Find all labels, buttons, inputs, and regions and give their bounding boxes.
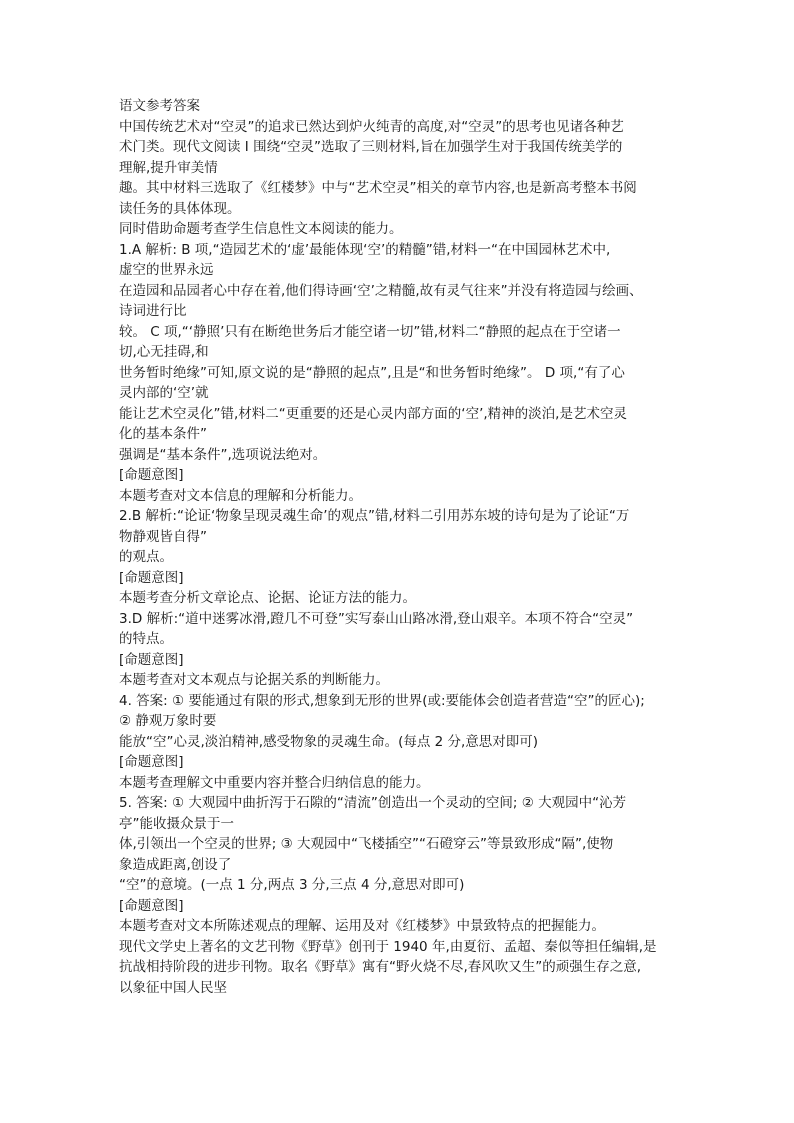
document-line: 化的基本条件” [119,426,207,442]
document-line: [命题意图] [119,569,184,586]
document-line: 抗战相持阶段的进步刊物。取名《野草》寓有“野火烧不尽,春风吹又生”的顽强生存之意, [119,959,642,975]
document-line: 较。 C 项,“‘静照’只有在断绝世务后才能空诸一切”错,材料二“静照的起点在于空诸一 [119,323,621,340]
document-line: 语文参考答案 [119,98,200,114]
document-line: ② 静观万象时要 [119,713,217,729]
document-line: 以象征中国人民坚 [119,979,227,996]
document-line: 同时借助命题考查学生信息性文本阅读的能力。 [119,221,403,237]
document-line: 本题考查对文本观点与论据关系的判断能力。 [119,672,389,688]
document-line: 现代文学史上著名的文艺刊物《野草》创刊于 1940 年,由夏衍、孟超、秦似等担任编辑,是 [119,938,657,955]
document-line: 体,引领出一个空灵的世界; ③ 大观园中“飞楼插空”“石磴穿云”等景致形成“隔”,使物 [119,836,614,852]
document-line: 术门类。现代文阅读 Ⅰ 围绕“空灵”选取了三则材料,旨在加强学生对于我国传统美学的 [119,139,623,155]
document-line: 强调是“基本条件”,选项说法绝对。 [119,446,327,463]
document-line: [命题意图] [119,467,184,483]
answer-document [119,96,694,998]
document-line: 5. 答案: ① 大观园中曲折泻于石隙的“清流”创造出一个灵动的空间; ② 大观园中“沁芳 [119,795,627,811]
document-line: 诗词进行比 [119,303,187,319]
document-line: 本题考查对文本信息的理解和分析能力。 [119,487,362,504]
document-line: [命题意图] [119,897,184,914]
document-line: 世务暂时绝缘”可知,原文说的是“静照的起点”,且是“和世务暂时绝缘”。 D 项,“有了心 [119,364,625,381]
document-line: 的观点。 [119,549,173,565]
document-line: 切,心无挂碍,和 [119,344,209,360]
document-line: 能放“空”心灵,淡泊精神,感受物象的灵魂生命。(每点 2 分,意思对即可) [119,733,539,750]
document-line: 亭”能收摄众景于一 [119,815,234,832]
document-line: 在造园和品园者心中存在着,他们得诗画‘空’之精髓,故有灵气往来”并没有将造园与绘画、 [119,282,643,299]
document-line: 本题考查对文本所陈述观点的理解、运用及对《红楼梦》中景致特点的把握能力。 [119,918,605,934]
document-line: 3.D 解析:“道中迷雾冰滑,蹬几不可登”实写泰山山路冰滑,登山艰辛。本项不符合“空灵” [119,610,634,627]
document-line: 象造成距离,创设了 [119,856,232,873]
document-line: 虚空的世界永远 [119,262,214,278]
document-line: 理解,提升审美情 [119,159,218,176]
document-line: 本题考查分析文章论点、论据、论证方法的能力。 [119,590,416,606]
document-line: 中国传统艺术对“空灵”的追求已然达到炉火纯青的高度,对“空灵”的思考也见诸各种艺 [119,118,624,135]
document-line: [命题意图] [119,754,184,770]
document-line: 灵内部的‘空’就 [119,385,209,401]
document-line: 1.A 解析: B 项,“造园艺术的‘虚’最能体现‘空’的精髓”错,材料一“在中国园林艺术中, [119,241,611,258]
document-line: 能让艺术空灵化”错,材料二“更重要的还是心灵内部方面的‘空’,精神的淡泊,是艺术空灵 [119,405,627,422]
document-line: 读任务的具体体现。 [119,200,241,217]
document-line: “空”的意境。(一点 1 分,两点 3 分,三点 4 分,意思对即可) [119,877,465,893]
document-line: 2.B 解析:“论证‘物象呈现灵魂生命’的观点”错,材料二引用苏东坡的诗句是为了论证“万 [119,508,630,524]
document-line: [命题意图] [119,651,184,668]
document-line: 物静观皆自得” [119,528,207,545]
document-line: 本题考查理解文中重要内容并整合归纳信息的能力。 [119,774,430,791]
document-line: 趣。其中材料三选取了《红楼梦》中与“艺术空灵”相关的章节内容,也是新高考整本书阅 [119,180,637,196]
document-line: 4. 答案: ① 要能通过有限的形式,想象到无形的世界(或:要能体会创造者营造“空”的匠心); [119,692,645,709]
document-line: 的特点。 [119,631,173,647]
